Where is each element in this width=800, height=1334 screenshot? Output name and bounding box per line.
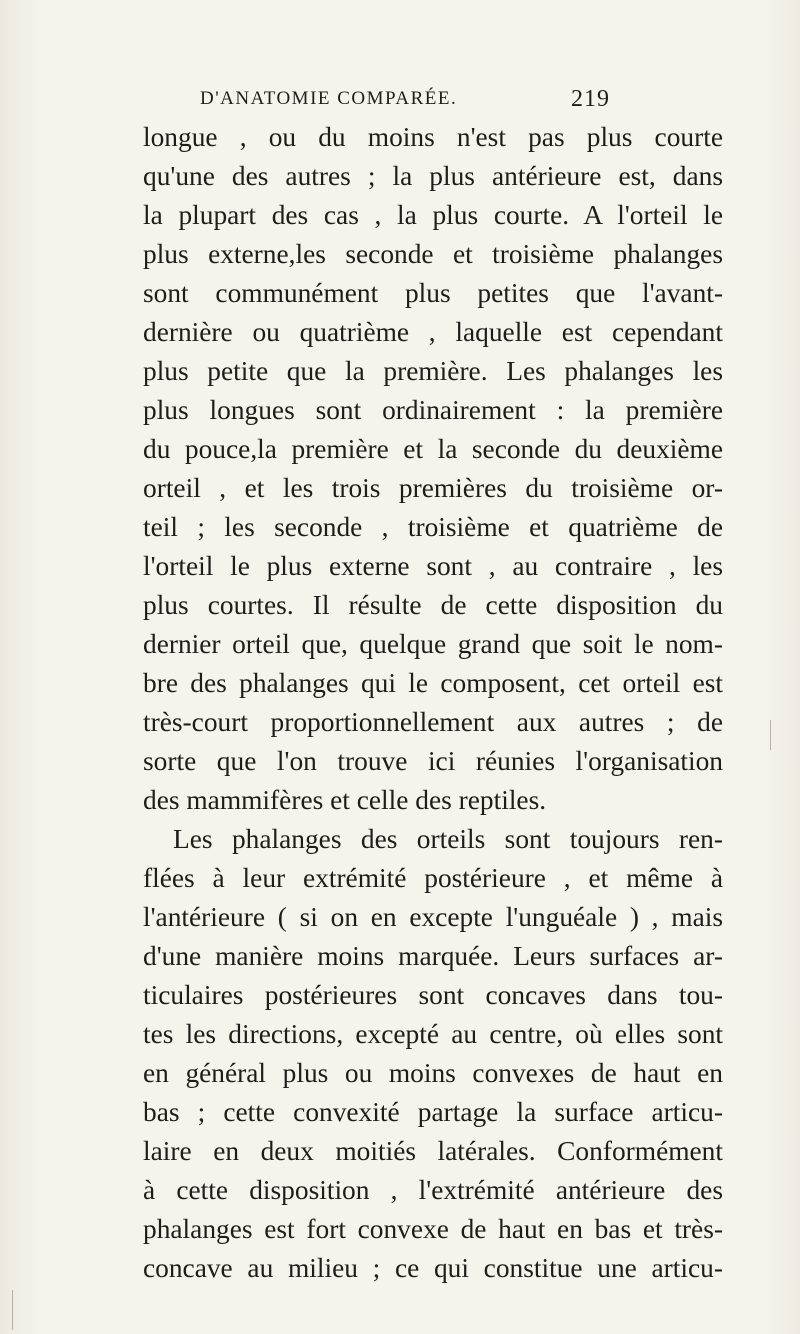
text-line: d'une manière moins marquée. Leurs surfaces ar- — [143, 941, 723, 971]
text-line: qu'une des autres ; la plus antérieure est, dans — [143, 161, 723, 191]
paragraph-start-line: Les phalanges des orteils sont toujours ren- — [173, 824, 723, 854]
text-line: à cette disposition , l'extrémité antérieure des — [143, 1175, 723, 1205]
margin-mark — [770, 720, 771, 750]
text-line: plus longues sont ordinairement : la première — [143, 395, 723, 425]
text-line: flées à leur extrémité postérieure , et même à — [143, 863, 723, 893]
text-line: sont communément plus petites que l'avant- — [143, 278, 723, 308]
text-line: bas ; cette convexité partage la surface articu- — [143, 1097, 723, 1127]
text-line: des mammifères et celle des reptiles. — [143, 785, 547, 815]
text-line: sorte que l'on trouve ici réunies l'organisation — [143, 746, 723, 776]
page-number: 219 — [571, 86, 610, 112]
text-line: ticulaires postérieures sont concaves dans tou- — [143, 980, 723, 1010]
text-line: longue , ou du moins n'est pas plus courte — [143, 122, 723, 152]
text-line: orteil , et les trois premières du troisième or- — [143, 473, 723, 503]
text-line: bre des phalanges qui le composent, cet orteil est — [143, 668, 723, 698]
text-line: phalanges est fort convexe de haut en bas et très- — [143, 1214, 723, 1244]
text-line: du pouce,la première et la seconde du deuxième — [143, 434, 723, 464]
text-line: plus petite que la première. Les phalanges les — [143, 356, 723, 386]
text-line: la plupart des cas , la plus courte. A l'orteil le — [143, 200, 723, 230]
text-line: plus externe,les seconde et troisième phalanges — [143, 239, 723, 269]
text-line: dernière ou quatrième , laquelle est cependant — [143, 317, 723, 347]
text-line: en général plus ou moins convexes de haut en — [143, 1058, 723, 1088]
text-line: teil ; les seconde , troisième et quatrième de — [143, 512, 723, 542]
text-line: tes les directions, excepté au centre, où elles sont — [143, 1019, 723, 1049]
page-edge-mark — [12, 1290, 13, 1330]
text-line: plus courtes. Il résulte de cette disposition du — [143, 590, 723, 620]
body-text — [143, 118, 723, 1308]
text-line: dernier orteil que, quelque grand que soit le nom- — [143, 629, 723, 659]
text-line: l'orteil le plus externe sont , au contraire , les — [143, 551, 723, 581]
page-header — [200, 86, 610, 122]
running-title: D'ANATOMIE COMPARÉE. — [200, 88, 458, 109]
text-line: concave au milieu ; ce qui constitue une articu- — [143, 1253, 723, 1283]
text-line: laire en deux moitiés latérales. Conformément — [143, 1136, 723, 1166]
text-line: l'antérieure ( si on en excepte l'unguéale ) , mais — [143, 902, 723, 932]
text-line: très-court proportionnellement aux autres ; de — [143, 707, 723, 737]
